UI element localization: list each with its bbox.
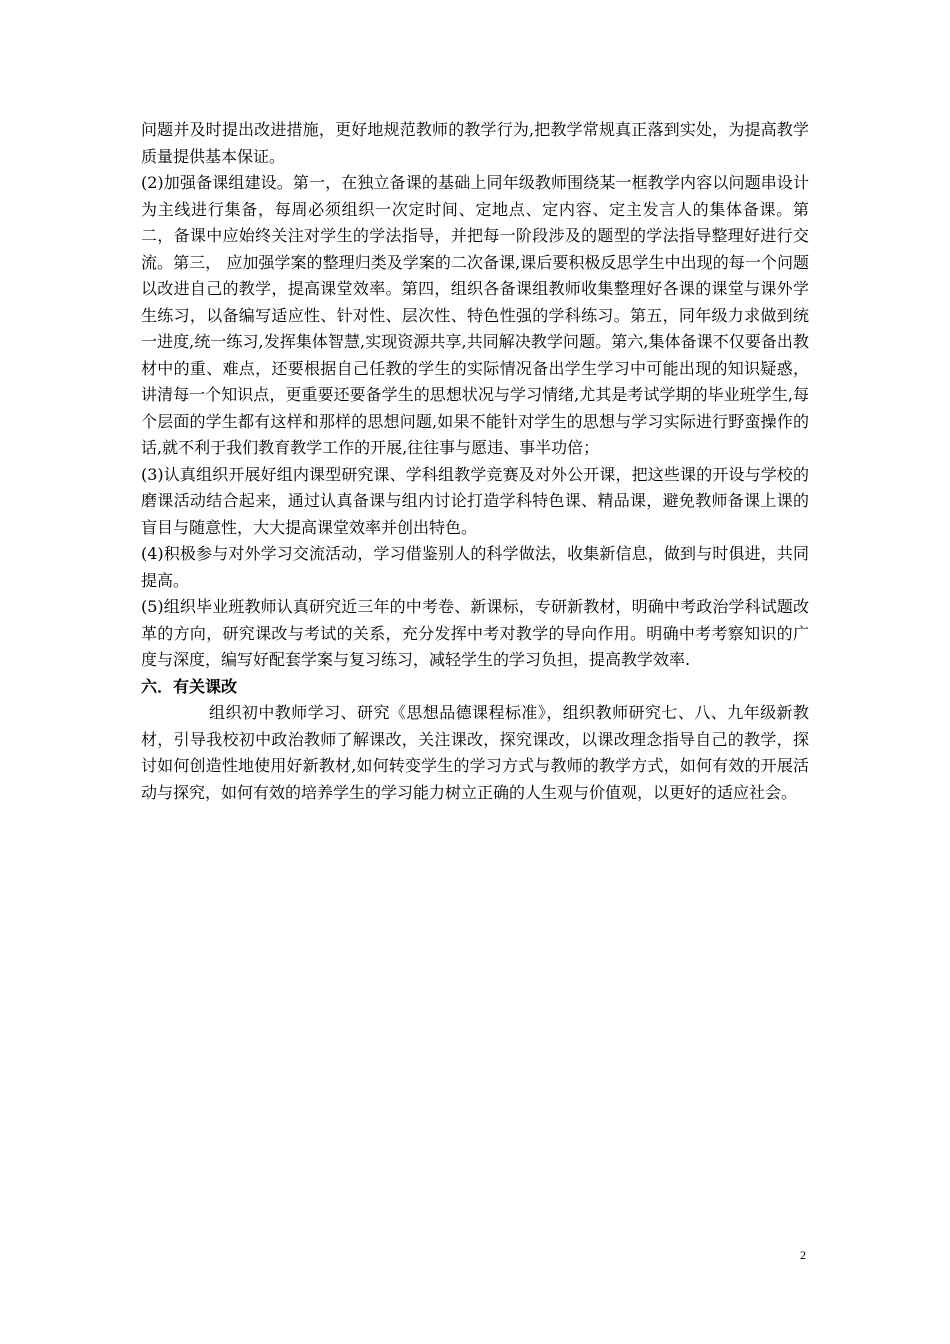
page-number: 2 (800, 1248, 806, 1262)
section-paragraph: 组织初中教师学习、研究《思想品德课程标准》，组织教师研究七、八、九年级新教材，引导我校初中政治教师了解课改，关注课改，探究课改，以课改理念指导自己的教学，探讨如何创造性地使用好新教材,如何转变学生的学习方式与教师的教学方式，如何有效的开展活动与探究，如何有效的培养学生的学习能力树立正确的人生观与价值观，以更好的适应社会。 (141, 703, 809, 802)
paragraph-item-2: (2)加强备课组建设。第一，在独立备课的基础上同年级教师围绕某一框教学内容以问题串设计为主线进行集备，每周必须组织一次定时间、定地点、定内容、定主发言人的集体备课。第二，备课中应始终关注对学生的学法指导，并把每一阶段涉及的题型的学法指导整理好进行交流。第三， 应加强学案的整理归类及学案的二次备课,课后要积极反思学生中出现的每一个问题以改进自己的教学，提高课堂效率。第四，组织各备课组教师收集整理好各课的课堂与课外学生练习，以备编写适应性、针对性、层次性、特色性强的学科练习。第五，同年级力求做到统一进度,统一练习,发挥集体智慧,实现资源共享,共同解决教学问题。第六,集体备课不仅要备出教材中的重、难点，还要根据自己任教的学生的实际情况备出学生学习中可能出现的知识疑惑，讲清每一个知识点，更重要还要备学生的思想状况与学习情绪,尤其是考试学期的毕业班学生,每个层面的学生都有这样和那样的思想问题,如果不能针对学生的思想与学习实际进行野蛮操作的话,就不利于我们教育教学工作的开展,往往事与愿违、事半功倍； (141, 173, 809, 457)
paragraph-item-5: (5)组织毕业班教师认真研究近三年的中考卷、新课标，专研新教材，明确中考政治学科试题改革的方向，研究课改与考试的关系，充分发挥中考对教学的导向作用。明确中考考察知识的广度与深度，编写好配套学案与复习练习，减轻学生的学习负担，提高教学效率. (141, 597, 809, 669)
paragraph-item-4: (4)积极参与对外学习交流活动，学习借鉴别人的科学做法，收集新信息，做到与时俱进，共同提高。 (141, 544, 809, 590)
paragraph-continuation: 问题并及时提出改进措施，更好地规范教师的教学行为,把教学常规真正落到实处，为提高教学质量提供基本保证。 (141, 120, 809, 166)
section-heading: 六．有关课改 (141, 676, 238, 696)
paragraph-item-3: (3)认真组织开展好组内课型研究课、学科组教学竞赛及对外公开课，把这些课的开设与学校的磨课活动结合起来，通过认真备课与组内讨论打造学科特色课、精品课，避免教师备课上课的盲目与随意性，大大提高课堂效率并创出特色。 (141, 464, 809, 537)
document-body (141, 117, 809, 806)
